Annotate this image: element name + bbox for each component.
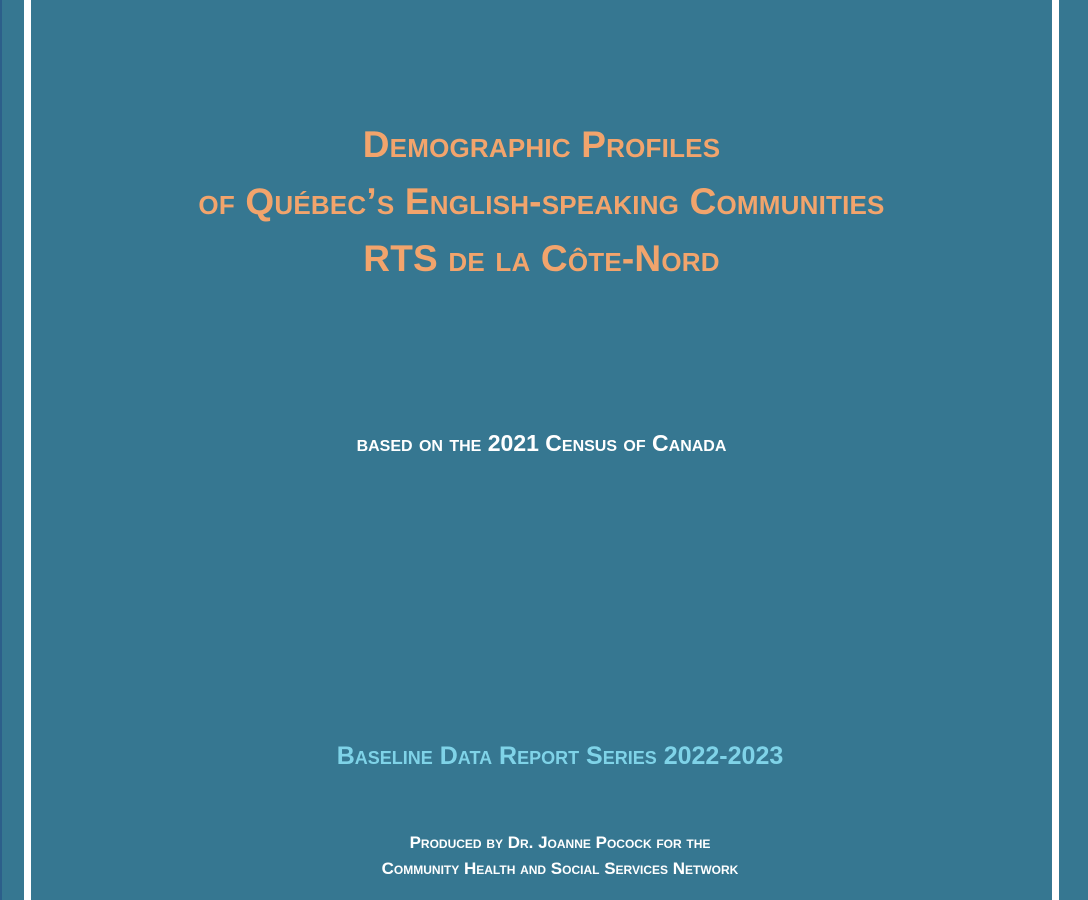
credits: [31, 830, 1088, 882]
cover-title: [31, 116, 1052, 287]
left-border-line: [24, 0, 31, 900]
title-line-2: of Québec’s English-speaking Communities: [198, 181, 885, 222]
title-line-1: Demographic Profiles: [362, 124, 721, 165]
credits-line-1: Produced by Dr. Joanne Pocock for the: [409, 833, 711, 852]
series-title: Baseline Data Report Series 2022-2023: [336, 742, 784, 770]
title-line-3: RTS de la Côte-Nord: [363, 238, 720, 279]
cover-subtitle: based on the 2021 Census of Canada: [356, 430, 727, 456]
credits-line-2: Community Health and Social Services Network: [381, 859, 739, 878]
cover-page: [31, 0, 1052, 900]
page-left-edge: [0, 0, 2, 900]
